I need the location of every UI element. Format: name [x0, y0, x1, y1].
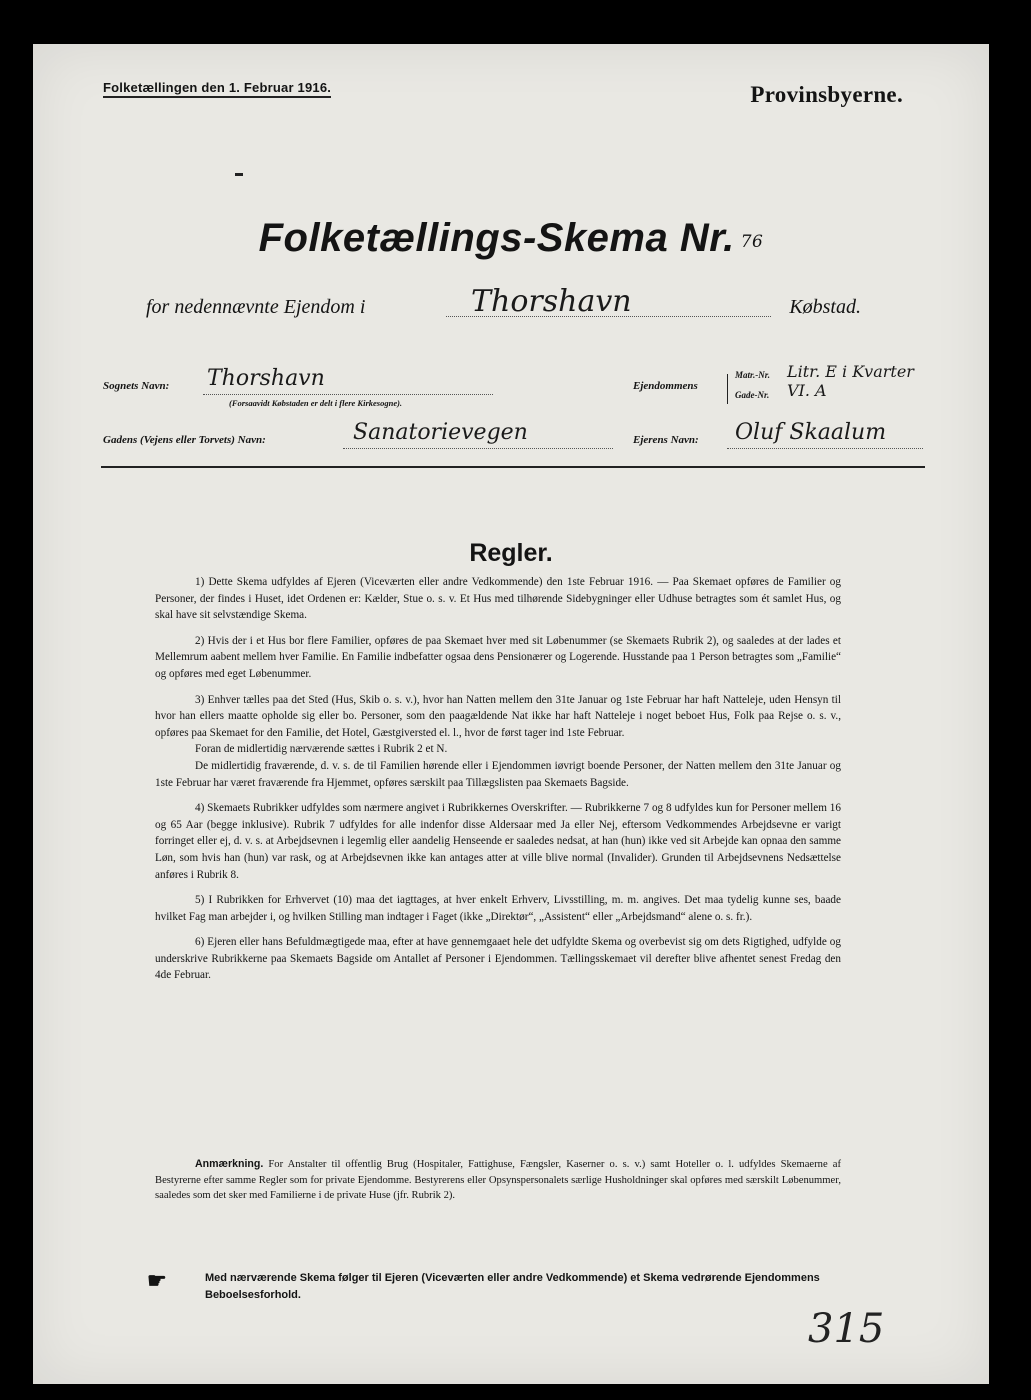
rule-6: 6) Ejeren eller hans Befuldmægtigede maa, efter at have gennemgaaet hele det udfyldte Skema og overbevist sig om dets Rigtighed, udfylde og underskrive Rubrikkerne paa Skemaets Bagside om Antallet af Personer i Ejendommen. Tællingsskemaet vil derefter blive afhentet senest Fredag den 4de Februar.	[155, 936, 841, 982]
property-location-line	[146, 284, 861, 319]
property-prefix: for nedennævnte Ejendom i	[146, 296, 366, 318]
parish-dotted-line	[203, 394, 493, 395]
form-title	[33, 216, 989, 261]
street-row	[103, 420, 923, 452]
remark-note	[155, 1157, 841, 1204]
owner-label: Ejerens Navn:	[633, 434, 699, 446]
street-dotted-line	[343, 448, 613, 449]
street-label: Gadens (Vejens eller Torvets) Navn:	[103, 434, 266, 446]
kobstad-label: Købstad.	[789, 296, 861, 318]
remark-text: For Anstalter til offentlig Brug (Hospitaler, Fattighuse, Fængsler, Kaserner o. s. v.) samt Hoteller o. l. udfyldes Skemaerne af Bestyrerne efter samme Regler som for private Ejendomme. Bestyrerens eller Opsynspersonalets særlige Husholdninger skal opføres med særskilt Løbenummer, saaledes som det sker med Familierne i de private Huse (jfr. Rubrik 2).	[155, 1159, 841, 1202]
remark-label: Anmærkning.	[195, 1158, 264, 1170]
city-handwritten: Thorshavn	[471, 284, 632, 319]
rule-2: 2) Hvis der i et Hus bor flere Familier, opføres de paa Skemaet hver med sit Løbenummer (se Skemaets Rubrik 2), og saaledes at der lades et Mellemrum aabent mellem hver Familie. En Familie indbefatter ogsaa dens Pensionærer og Logerende. Husstande paa 1 Person betragtes som „Familie“ og opføres med eget Løbenummer.	[155, 634, 841, 680]
rule-3-present: Foran de midlertidig nærværende sættes i Rubrik 2 et N.	[195, 743, 448, 756]
brace-line	[727, 374, 728, 404]
rule-3: 3) Enhver tælles paa det Sted (Hus, Skib o. s. v.), hvor han Natten mellem den 31te Januar og 1ste Februar har haft Natteleje, uden Hensyn til hvor han ellers maatte opholde sig eller bo. Personer, som den paagældende Nat ikke har haft Natteleje i noget beboet Hus, Folk paa Rejse o. s. v., opføres paa Skemaet for den Familie, det Hotel, Gæstgiversted el. l., hvor de først tager ind 1ste Februar.	[155, 693, 841, 739]
matr-label: Matr.-Nr.	[735, 370, 771, 380]
parish-value: Thorshavn	[207, 366, 325, 391]
pointing-hand-icon: ☛	[147, 1268, 165, 1293]
census-form-page	[33, 44, 989, 1384]
rule-4: 4) Skemaets Rubrikker udfyldes som nærmere angivet i Rubrikkernes Overskrifter. — Rubrikkerne 7 og 8 udfyldes kun for Personer mellem 16 og 65 Aar (begge inklusive). Rubrik 7 udfyldes for alle indenfor disse Aldersaar med Ja eller Nej, eftersom Vedkommendes Arbejdsevne er varigt forringet eller ej, d. v. s. at Arbejdsevnen i legemlig eller aandelig Henseende er saaledes nedsat, at han (hun) ikke ved sit Arbejde kan opnaa den samme Løn, som hvis han (hun) var rask, og at Arbejdsevnen ikke kan antages atter at ville blive normal (Invalider). Grunden til Arbejdsevnens Nedsættelse anføres i Rubrik 8.	[155, 802, 841, 881]
parish-row	[103, 362, 923, 414]
gade-label: Gade-Nr.	[735, 390, 770, 400]
property-label: Ejendommens	[633, 380, 698, 392]
parish-label: Sognets Navn:	[103, 380, 170, 392]
rule-1: 1) Dette Skema udfyldes af Ejeren (Viceværten eller andre Vedkommende) den 1ste Februar 1916. — Paa Skemaet opføres de Familier og Personer, der findes i Huset, idet Ordenen er: Kælder, Stue o. s. v. Et Hus med tilhørende Sidebygninger eller Udhuse betragtes som ét samlet Hus, og skal have sit selvstændige Skema.	[155, 576, 841, 622]
owner-value: Oluf Skaalum	[735, 420, 887, 445]
dash-mark	[235, 173, 243, 176]
street-value: Sanatorievegen	[353, 420, 528, 445]
parish-note: (Forsaavidt Købstaden er delt i flere Kirkesogne).	[229, 398, 403, 408]
census-date-header: Folketællingen den 1. Februar 1916.	[103, 80, 331, 98]
form-number-handwritten: 76	[740, 232, 764, 252]
owner-dotted-line	[727, 448, 923, 449]
rule-3-absent: De midlertidig fraværende, d. v. s. de til Familien hørende eller i Ejendommen iøvrigt boende Personer, der Natten mellem den 31te Januar og 1ste Februar har været fraværende fra Hjemmet, opføres særskilt paa Tillægslisten paa Skemaets Bagside.	[155, 759, 841, 789]
form-title-text: Folketællings-Skema Nr.	[258, 216, 735, 260]
section-divider	[101, 466, 925, 468]
rules-heading: Regler.	[469, 539, 553, 567]
rule-5: 5) I Rubrikken for Erhvervet (10) maa det iagttages, at hver enkelt Erhverv, Livsstilling, m. m. angives. Det maa tydelig kunne ses, baade hvilket Fag man arbejder i, og hvilken Stilling man indtager i Faget (ikke „Direktør“, „Assistent“ eller „Arbejdsmand“ alene o. s. fr.).	[155, 894, 841, 923]
matr-value: Litr. E i Kvarter VI. A	[787, 362, 914, 400]
page-number-handwritten: 315	[808, 1306, 885, 1352]
rules-list	[155, 574, 841, 993]
enclosure-note: Med nærværende Skema følger til Ejeren (Viceværten eller andre Vedkommende) et Skema vedrørende Ejendommens Beboelsesforhold.	[205, 1272, 820, 1301]
region-title: Provinsbyerne.	[750, 82, 903, 107]
